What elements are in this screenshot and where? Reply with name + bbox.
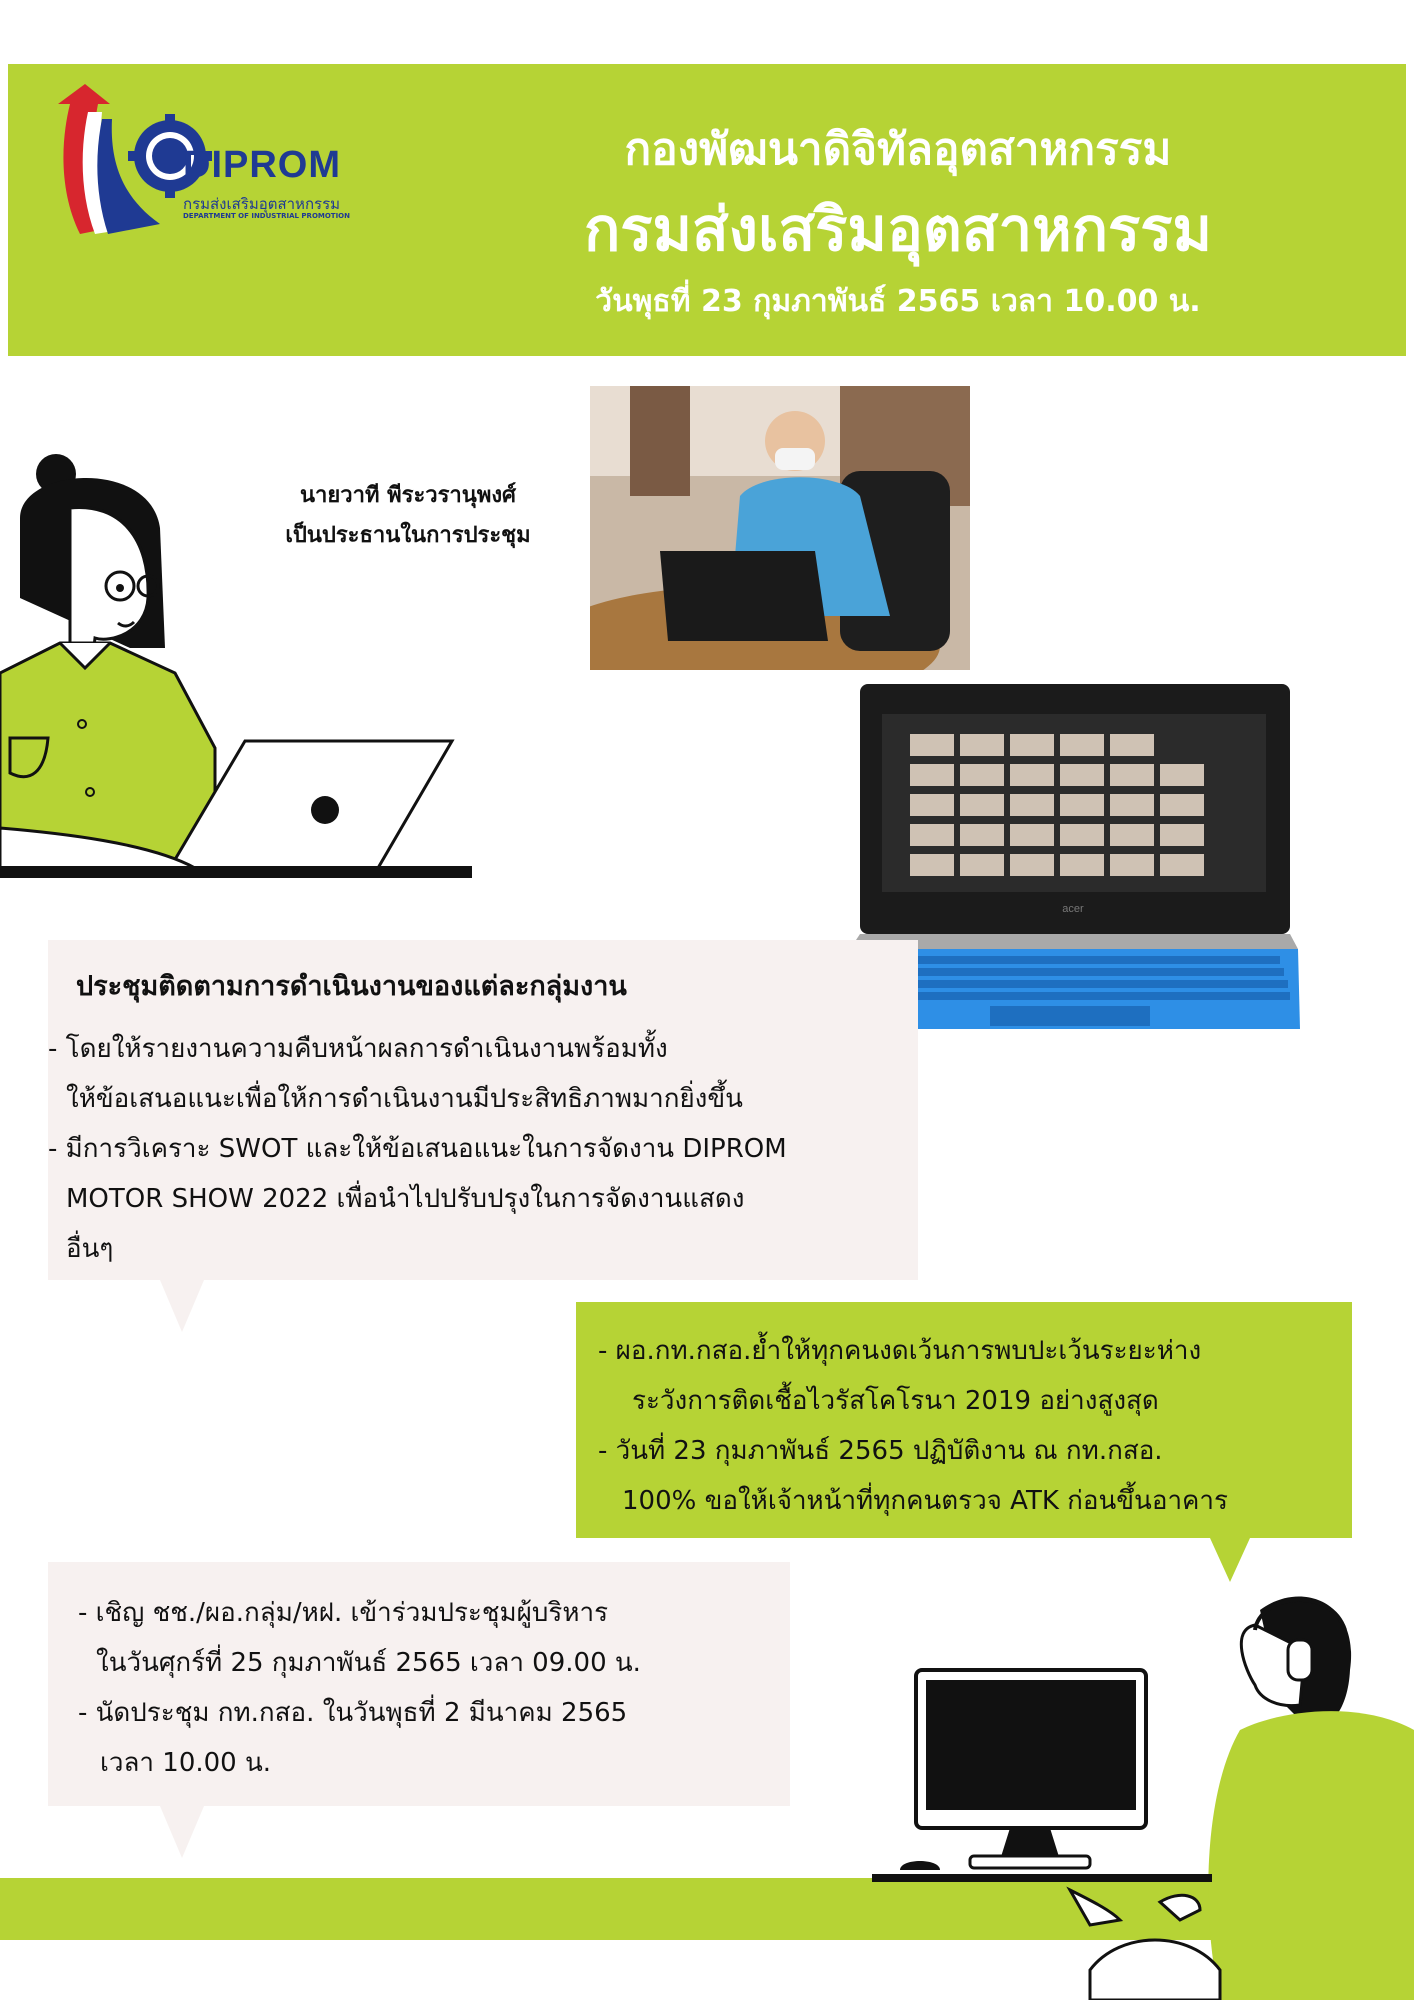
box2-bullet1-line2: ระวังการติดเชื้อไวรัสโคโรนา 2019 อย่างสูงสุด <box>632 1386 1159 1416</box>
box2-bullet2-line1: - วันที่ 23 กุมภาพันธ์ 2565 ปฏิบัติงาน ณ กท.กสอ. <box>598 1436 1163 1466</box>
box3-speech-tail <box>160 1806 204 1858</box>
logo-name: DIPROM <box>183 144 341 186</box>
next-meeting-box <box>48 1562 790 1806</box>
meeting-date: วันพุธที่ 23 กุมภาพันธ์ 2565 เวลา 10.00 น. <box>595 284 1201 319</box>
chairman-photo <box>590 386 970 670</box>
box1-bullet-progress-report <box>48 1024 898 1124</box>
header-banner <box>8 64 1406 356</box>
box2-bullet2-line2: 100% ขอให้เจ้าหน้าที่ทุกคนตรวจ ATK ก่อนขึ้นอาคาร <box>622 1486 1228 1516</box>
department-title: กรมส่งเสริมอุตสาหกรรม <box>583 195 1213 265</box>
logo-thai-name: กรมส่งเสริมอุตสาหกรรม <box>183 195 341 213</box>
box1-bullet1-line2: ให้ข้อเสนอแนะเพื่อให้การดำเนินงานมีประสิทธิภาพมากยิ่งขึ้น <box>66 1084 743 1114</box>
box2-bullet1-line1: - ผอ.กท.กสอ.ย้ำให้ทุกคนงดเว้นการพบปะเว้นระยะห่าง <box>598 1336 1202 1366</box>
covid-notice-box <box>576 1302 1352 1538</box>
box2-speech-tail <box>1210 1538 1250 1582</box>
box1-title: ประชุมติดตามการดำเนินงานของแต่ละกลุ่มงาน <box>76 971 627 1002</box>
laptop-brand: acer <box>1062 903 1084 915</box>
progress-meeting-box <box>48 940 918 1280</box>
chairman-caption <box>228 476 588 556</box>
division-title: กองพัฒนาดิจิทัลอุตสาหกรรม <box>624 124 1172 175</box>
box1-bullet1-line1: - โดยให้รายงานความคืบหน้าผลการดำเนินงานพร้อมทั้ง <box>48 1034 668 1064</box>
box3-bullet-next-meeting <box>78 1688 778 1788</box>
box1-bullet2-line3: อื่นๆ <box>66 1234 114 1264</box>
woman-headphones-illustration <box>860 1590 1414 2000</box>
box3-bullet-executive-meeting <box>78 1588 778 1688</box>
box2-bullet-distancing <box>598 1326 1338 1426</box>
box1-bullet2-line2: MOTOR SHOW 2022 เพื่อนำไปปรับปรุงในการจัดงานแสดง <box>66 1184 745 1214</box>
chairman-role: เป็นประธานในการประชุม <box>285 523 531 548</box>
box3-bullet2-line1: - นัดประชุม กท.กสอ. ในวันพุธที่ 2 มีนาคม 2565 <box>78 1698 628 1728</box>
box3-bullet1-line1: - เชิญ ชช./ผอ.กลุ่ม/หฝ. เข้าร่วมประชุมผู้บริหาร <box>78 1598 609 1628</box>
chairman-name: นายวาที พีระวรานุพงศ์ <box>299 483 517 508</box>
box3-bullet1-line2: ในวันศุกร์ที่ 25 กุมภาพันธ์ 2565 เวลา 09.00 น. <box>96 1648 641 1678</box>
logo-english-name: DEPARTMENT OF INDUSTRIAL PROMOTION <box>183 212 350 220</box>
box1-bullet-swot <box>48 1124 898 1274</box>
box1-bullet2-line1: - มีการวิเคราะ SWOT และให้ข้อเสนอแนะในการจัดงาน DIPROM <box>48 1134 787 1164</box>
box1-speech-tail <box>160 1280 204 1332</box>
box3-bullet2-line2: เวลา 10.00 น. <box>100 1748 272 1778</box>
box2-bullet-atk <box>598 1426 1338 1526</box>
